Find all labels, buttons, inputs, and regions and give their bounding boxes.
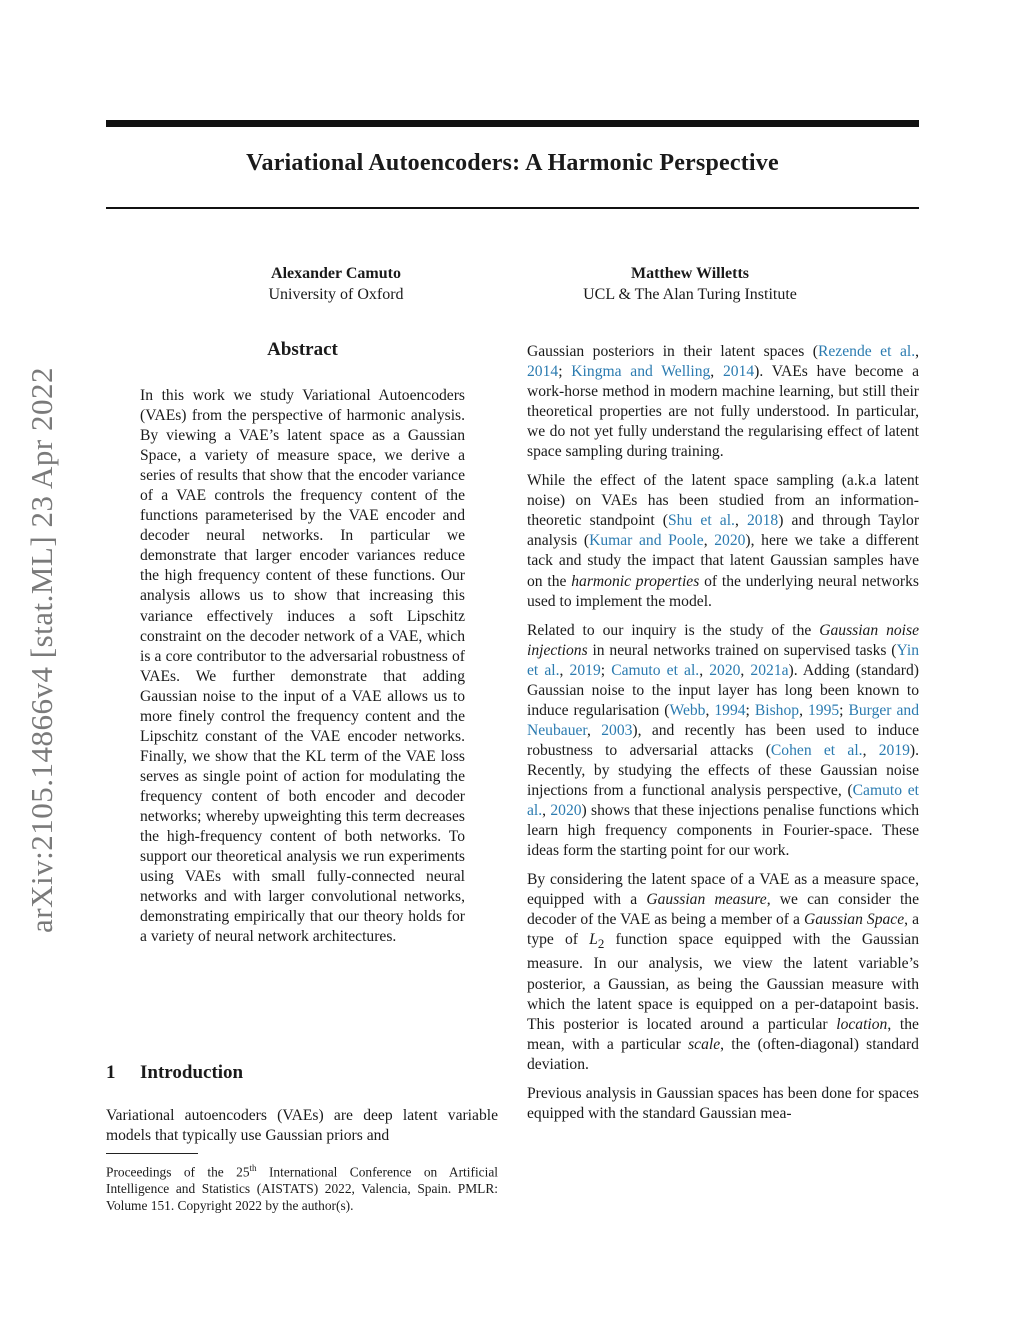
citation-link[interactable]: 2014 — [527, 363, 559, 381]
section-title: Introduction — [140, 1062, 244, 1083]
citation-link[interactable]: Rezende et al. — [817, 343, 916, 360]
author-block-2 — [535, 264, 845, 306]
citation-link[interactable]: Yin et al. — [527, 641, 919, 679]
citation-link[interactable]: Camuto et al. — [527, 781, 919, 820]
citation-link[interactable]: 2014 — [722, 363, 755, 381]
citation-link[interactable]: 2019 — [569, 661, 601, 679]
section-heading-introduction — [106, 1062, 486, 1084]
footnote-text: Proceedings of the 25 — [106, 1164, 250, 1180]
math-subscript: 2 — [597, 936, 605, 952]
footnote-rule — [106, 1153, 198, 1154]
author-name: Matthew Willetts — [630, 265, 750, 282]
author-name: Alexander Camuto — [271, 265, 401, 282]
footnote-proceedings — [106, 1160, 498, 1214]
paragraph: Previous analysis in Gaussian spaces has been done for spaces equipped with the standard Gaussian mea- — [527, 1084, 919, 1122]
citation-link[interactable]: 2020 — [709, 661, 741, 679]
citation-link[interactable]: Bishop — [754, 701, 800, 719]
paragraph: Gaussian posteriors in their latent spaces (Rezende et al., 2014; Kingma and Welling, 2014). VAEs have become a work-horse method in modern machine learning, but still their theoretical properties are not fully understood. In particular, we do not yet fully understand the regularising effect of latent space sampling during training. — [527, 343, 920, 461]
citation-link[interactable]: Kingma and Welling — [571, 363, 711, 381]
title-rule-top — [106, 120, 919, 127]
footnote-superscript: th — [249, 1163, 257, 1173]
citation-link[interactable]: 2019 — [878, 741, 910, 759]
citation-link[interactable]: Cohen et al. — [770, 741, 863, 759]
citation-link[interactable]: Camuto et al. — [611, 661, 700, 679]
emphasis: harmonic properties — [571, 572, 700, 590]
citation-link[interactable]: 2003 — [601, 721, 633, 739]
citation-link[interactable]: Burger and Neubauer — [527, 701, 920, 739]
citation-link[interactable]: Webb — [669, 701, 706, 719]
math-symbol: L — [589, 931, 598, 949]
emphasis: Gaussian measure — [646, 891, 767, 909]
paper-title: Variational Autoencoders: A Harmonic Perspective — [246, 150, 779, 176]
author-affiliation: UCL & The Alan Turing Institute — [583, 286, 797, 303]
emphasis: Gaussian noise injections — [527, 621, 919, 659]
citation-link[interactable]: 2020 — [550, 802, 582, 820]
right-column — [527, 342, 919, 1133]
section-number: 1 — [106, 1062, 116, 1083]
citation-link[interactable]: 1994 — [714, 701, 746, 719]
citation-link[interactable]: Shu et al. — [668, 512, 735, 530]
paragraph: Related to our inquiry is the study of the Gaussian noise injections in neural networks trained on supervised tasks (Yin et al., 2019; Camuto et al., 2020, 2021a). Adding (standard) Gaussian noise to the input layer has long been known to induce regularisation (Webb, 1994; Bishop, 1995; Burger and Neubauer, 2003), and recently has been used to induce robustness to adversarial attacks (Cohen et al., 2019). Recently, by studying the effects of these Gaussian noise injections from a functional analysis perspective, (Camuto et al., 2020) shows that these injections penalise functions which learn high frequency components in Fourier-space. These ideas form the starting point for our work. — [527, 621, 920, 860]
abstract-heading: Abstract — [267, 339, 338, 360]
citation-link[interactable]: 2018 — [747, 512, 779, 530]
paragraph: By considering the latent space of a VAE as a measure space, equipped with a Gaussian measure, we can consider the decoder of the VAE as being a member of a Gaussian Space, a type of $L_2$ function space equipped with the Gaussian measure. In our analysis, we view the latent variable’s posterior, a Gaussian, as being the Gaussian measure with which the latent space is equipped on a per-datapoint basis. This posterior is located around a particular location, the mean, with a particular scale, the (often-diagonal) standard deviation. — [527, 871, 920, 1073]
abstract-body: In this work we study Variational Autoencoders (VAEs) from the perspective of harmonic analysis. By viewing a VAE’s latent space as a Gaussian Space, a variety of measure space, we derive a series of results that show that the encoder variance of a VAE controls the frequency content of the functions parameterised by the VAE encoder and decoder neural networks. In particular we demonstrate that larger encoder variances reduce the high frequency content of these functions. Our analysis allows us to show that increasing this variance effectively induces a soft Lipschitz constraint on the decoder network of a VAE, which is a core contributor to the adversarial robustness of VAEs. We further demonstrate that adding Gaussian noise to the input of a VAE allows us to more finely control the frequency content and the Lipschitz constant of the VAE encoder networks. Finally, we show that the KL term of the VAE loss serves as single point of action for modulating the frequency content of both encoder and decoder networks; whereby upweighting this term decreases the high-frequency content of both networks. To support our theoretical analysis we run experiments using VAEs with small fully-connected neural networks and with larger convolutional networks, demonstrating empirically that our theory holds for a variety of neural network architectures. — [140, 387, 465, 946]
emphasis: scale — [688, 1035, 721, 1053]
paragraph: While the effect of the latent space sampling (a.k.a latent noise) on VAEs has been studied from an information-theoretic standpoint (Shu et al., 2018) and through Taylor analysis (Kumar and Poole, 2020), here we take a different tack and study the impact that latent Gaussian samples have on the harmonic properties of the underlying neural networks used to implement the model. — [527, 472, 920, 610]
footnote-text: International Conference on Artificial Intelligence and Statistics (AISTATS) 2022, Valencia, Spain. PMLR: Volume 151. Copyright 2022 by the author(s). — [106, 1164, 498, 1214]
citation-link[interactable]: 1995 — [807, 701, 840, 719]
citation-link[interactable]: 2021a — [750, 661, 789, 679]
introduction-paragraph: Variational autoencoders (VAEs) are deep latent variable models that typically use Gaussian priors and — [106, 1107, 498, 1144]
title-rule-bottom — [106, 207, 919, 209]
emphasis: Gaussian Space — [803, 911, 905, 929]
author-affiliation: University of Oxford — [268, 286, 404, 303]
citation-link[interactable]: Kumar and Poole — [589, 532, 704, 550]
emphasis: location — [836, 1015, 888, 1033]
author-block-1 — [206, 264, 466, 306]
arxiv-identifier-stamp: arXiv:2105.14866v4 [stat.ML] 23 Apr 2022 — [24, 367, 59, 933]
citation-link[interactable]: 2020 — [714, 532, 746, 550]
